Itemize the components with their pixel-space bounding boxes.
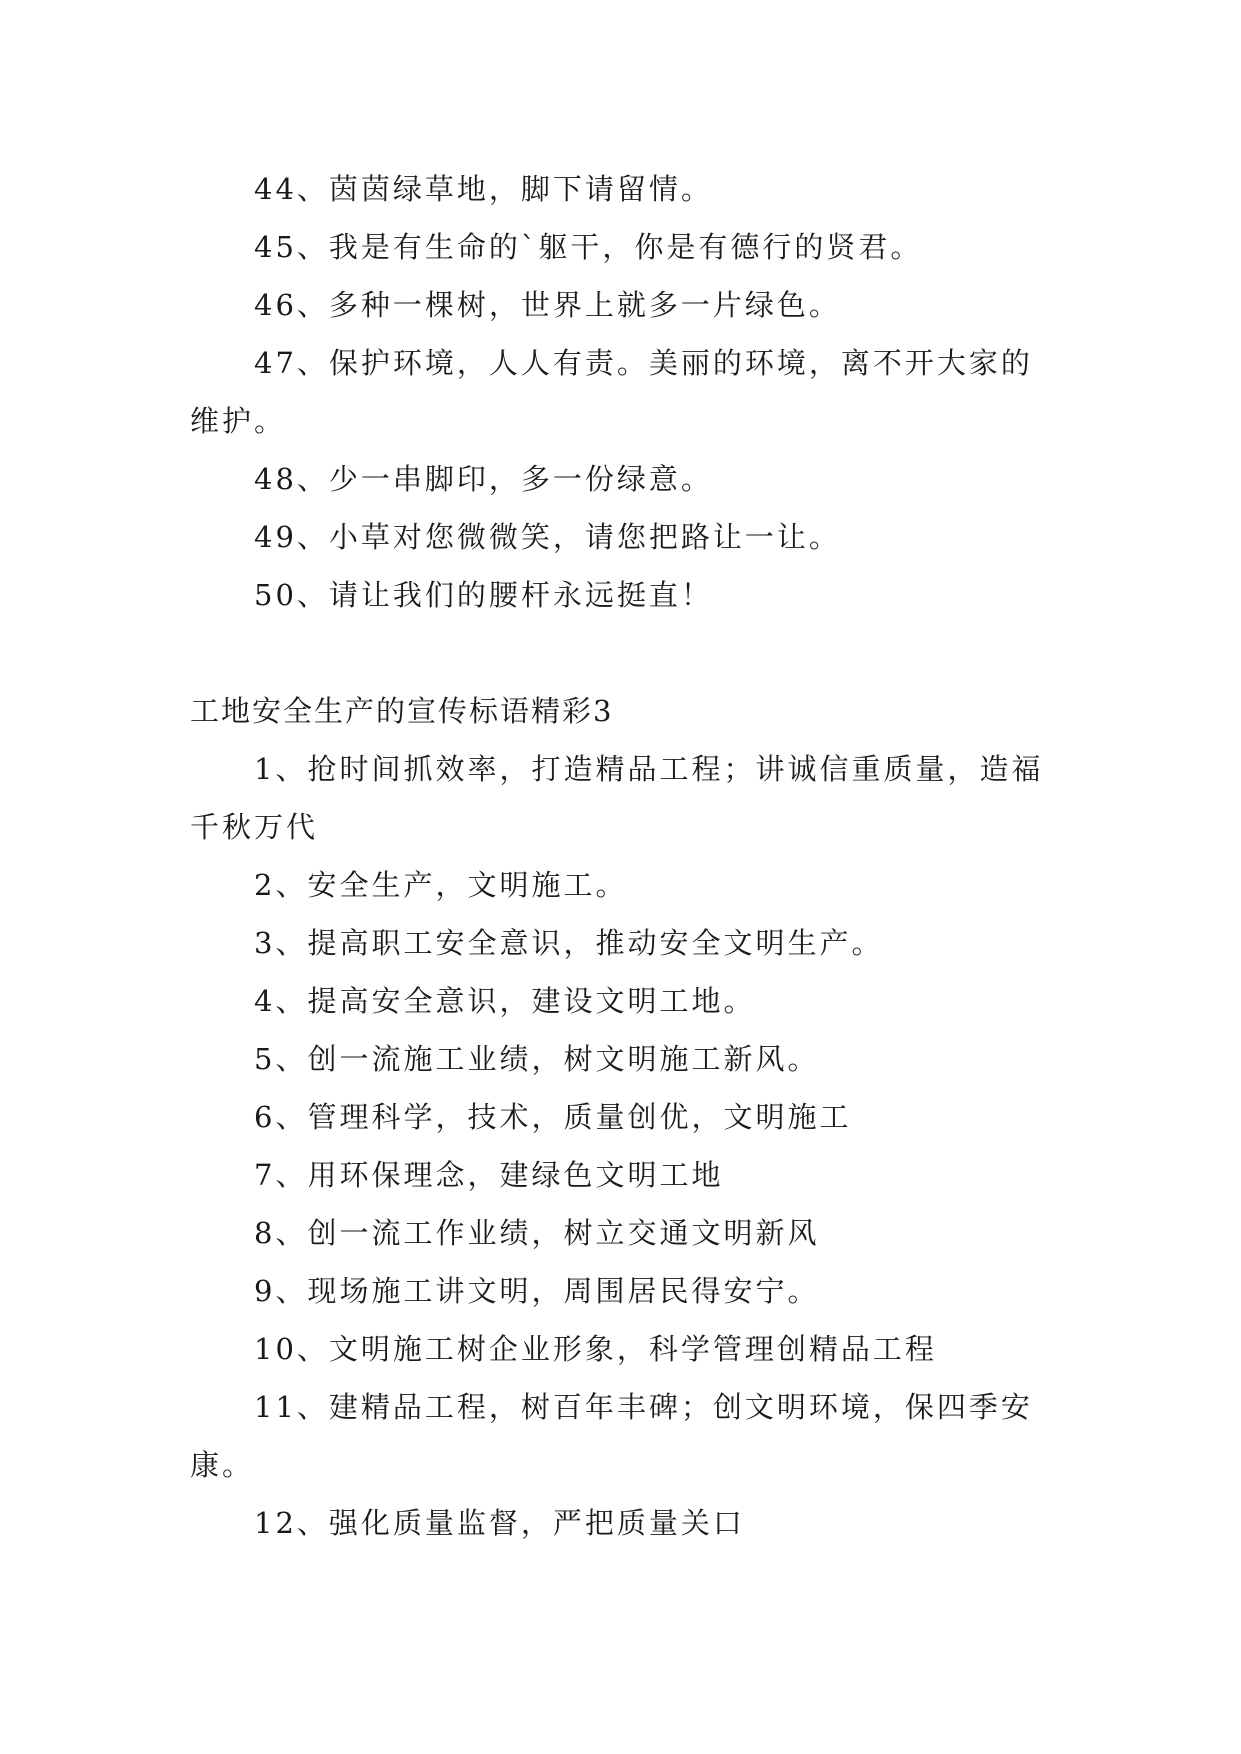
list-item: 11、建精品工程，树百年丰碑；创文明环境，保四季安康。 [190, 1390, 1033, 1482]
list-item: 48、少一串脚印，多一份绿意。 [254, 462, 713, 496]
list-item: 50、请让我们的腰杆永远挺直！ [254, 578, 713, 612]
list-item: 1、抢时间抓效率，打造精品工程；讲诚信重质量，造福千秋万代 [190, 752, 1044, 844]
list-item: 46、多种一棵树，世界上就多一片绿色。 [254, 288, 841, 322]
list-item: 8、创一流工作业绩，树立交通文明新风 [254, 1216, 820, 1250]
list-item: 10、文明施工树企业形象，科学管理创精品工程 [254, 1332, 937, 1366]
list-item: 3、提高职工安全意识，推动安全文明生产。 [254, 926, 884, 960]
section-spacer [190, 624, 1060, 682]
list-item: 47、保护环境，人人有责。美丽的环境，离不开大家的维护。 [190, 346, 1033, 438]
list-item: 44、茵茵绿草地，脚下请留情。 [254, 172, 713, 206]
list-item: 9、现场施工讲文明，周围居民得安宁。 [254, 1274, 820, 1308]
list-item: 2、安全生产，文明施工。 [254, 868, 628, 902]
list-item: 45、我是有生命的`躯干，你是有德行的贤君。 [254, 230, 923, 264]
list-item: 49、小草对您微微笑，请您把路让一让。 [254, 520, 841, 554]
section-heading: 工地安全生产的宣传标语精彩3 [190, 694, 614, 728]
list-item: 7、用环保理念，建绿色文明工地 [254, 1158, 724, 1192]
list-item: 4、提高安全意识，建设文明工地。 [254, 984, 756, 1018]
list-item: 5、创一流施工业绩，树文明施工新风。 [254, 1042, 820, 1076]
document-body [190, 160, 1060, 1552]
list-item: 12、强化质量监督，严把质量关口 [254, 1506, 745, 1540]
list-item: 6、管理科学，技术，质量创优，文明施工 [254, 1100, 852, 1134]
